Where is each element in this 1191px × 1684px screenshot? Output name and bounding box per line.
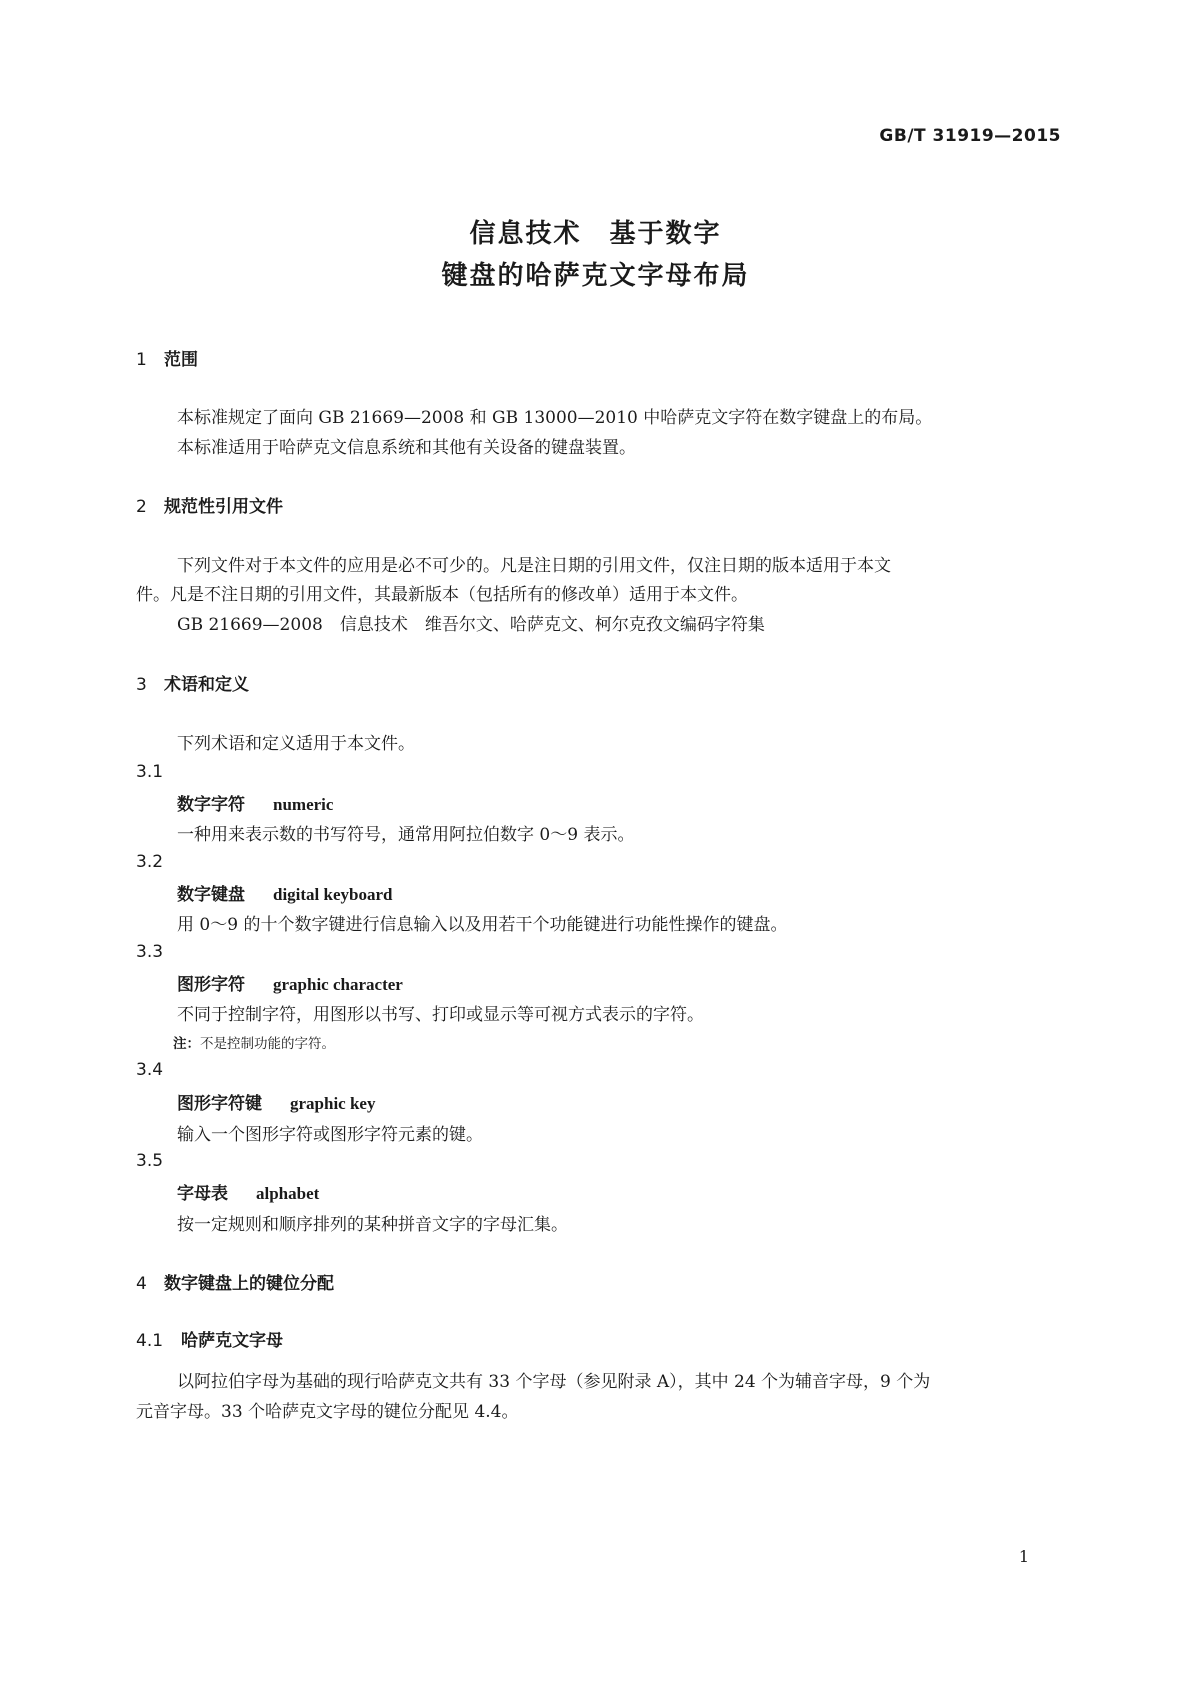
normative-reference: GB 21669—2008 信息技术 维吾尔文、哈萨克文、柯尔克孜文编码字符集: [177, 615, 765, 635]
section-2-heading: [136, 492, 283, 517]
section-title: 规范性引用文件: [164, 497, 283, 517]
section-3-heading: [136, 670, 249, 695]
section-1-heading: [136, 345, 198, 370]
subsection-number: 4.1: [136, 1331, 164, 1351]
term-heading: [177, 880, 393, 905]
term-zh: 数字键盘: [177, 885, 245, 905]
section-title: 术语和定义: [164, 675, 249, 695]
term-zh: 图形字符键: [177, 1094, 262, 1114]
term-number: 3.3: [136, 942, 164, 962]
term-en: numeric: [273, 795, 334, 814]
document-title-line1: 信息技术 基于数字: [469, 219, 722, 249]
paragraph: 本标准规定了面向 GB 21669—2008 和 GB 13000—2010 中哈萨克文字符在数字键盘上的布局。: [177, 408, 933, 428]
term-definition: 输入一个图形字符或图形字符元素的键。: [177, 1125, 483, 1145]
term-number: 3.4: [136, 1060, 164, 1080]
term-heading: [177, 970, 403, 995]
subsection-title: 哈萨克文字母: [181, 1331, 283, 1351]
note-label: 注：: [173, 1036, 200, 1052]
term-en: digital keyboard: [273, 885, 393, 904]
term-number: 3.1: [136, 762, 164, 782]
term-definition: 用 0～9 的十个数字键进行信息输入以及用若干个功能键进行功能性操作的键盘。: [177, 915, 788, 935]
term-zh: 字母表: [177, 1184, 228, 1204]
section-number: 2: [136, 497, 147, 517]
term-number: 3.2: [136, 852, 164, 872]
term-definition: 按一定规则和顺序排列的某种拼音文字的字母汇集。: [177, 1215, 568, 1235]
term-heading: [177, 790, 333, 815]
paragraph-continuation: 元音字母。33 个哈萨克文字母的键位分配见 4.4。: [136, 1402, 519, 1422]
document-title-line2: 键盘的哈萨克文字母布局: [441, 261, 750, 291]
subsection-4-1-heading: [136, 1326, 283, 1351]
standard-code: GB/T 31919—2015: [879, 126, 1061, 146]
section-4-heading: [136, 1269, 334, 1294]
paragraph: 本标准适用于哈萨克文信息系统和其他有关设备的键盘装置。: [177, 438, 636, 458]
term-zh: 数字字符: [177, 795, 245, 815]
term-definition: 一种用来表示数的书写符号，通常用阿拉伯数字 0～9 表示。: [177, 825, 635, 845]
term-en: graphic character: [273, 975, 403, 994]
term-heading: [177, 1089, 375, 1114]
section-number: 4: [136, 1274, 147, 1294]
term-note: [173, 1032, 335, 1052]
term-zh: 图形字符: [177, 975, 245, 995]
paragraph: 下列文件对于本文件的应用是必不可少的。凡是注日期的引用文件，仅注日期的版本适用于本文: [177, 556, 891, 576]
section-title: 范围: [164, 350, 198, 370]
note-text: 不是控制功能的字符。: [200, 1036, 335, 1052]
term-definition: 不同于控制字符，用图形以书写、打印或显示等可视方式表示的字符。: [177, 1005, 704, 1025]
term-number: 3.5: [136, 1151, 164, 1171]
paragraph: 下列术语和定义适用于本文件。: [177, 734, 415, 754]
section-title: 数字键盘上的键位分配: [164, 1274, 334, 1294]
term-en: graphic key: [290, 1094, 376, 1113]
section-number: 1: [136, 350, 147, 370]
paragraph: 以阿拉伯字母为基础的现行哈萨克文共有 33 个字母（参见附录 A），其中 24 个为辅音字母，9 个为: [177, 1372, 931, 1392]
term-en: alphabet: [256, 1184, 320, 1203]
paragraph-continuation: 件。凡是不注日期的引用文件，其最新版本（包括所有的修改单）适用于本文件。: [136, 585, 748, 605]
page-number: 1: [1018, 1547, 1029, 1566]
term-heading: [177, 1179, 319, 1204]
section-number: 3: [136, 675, 147, 695]
